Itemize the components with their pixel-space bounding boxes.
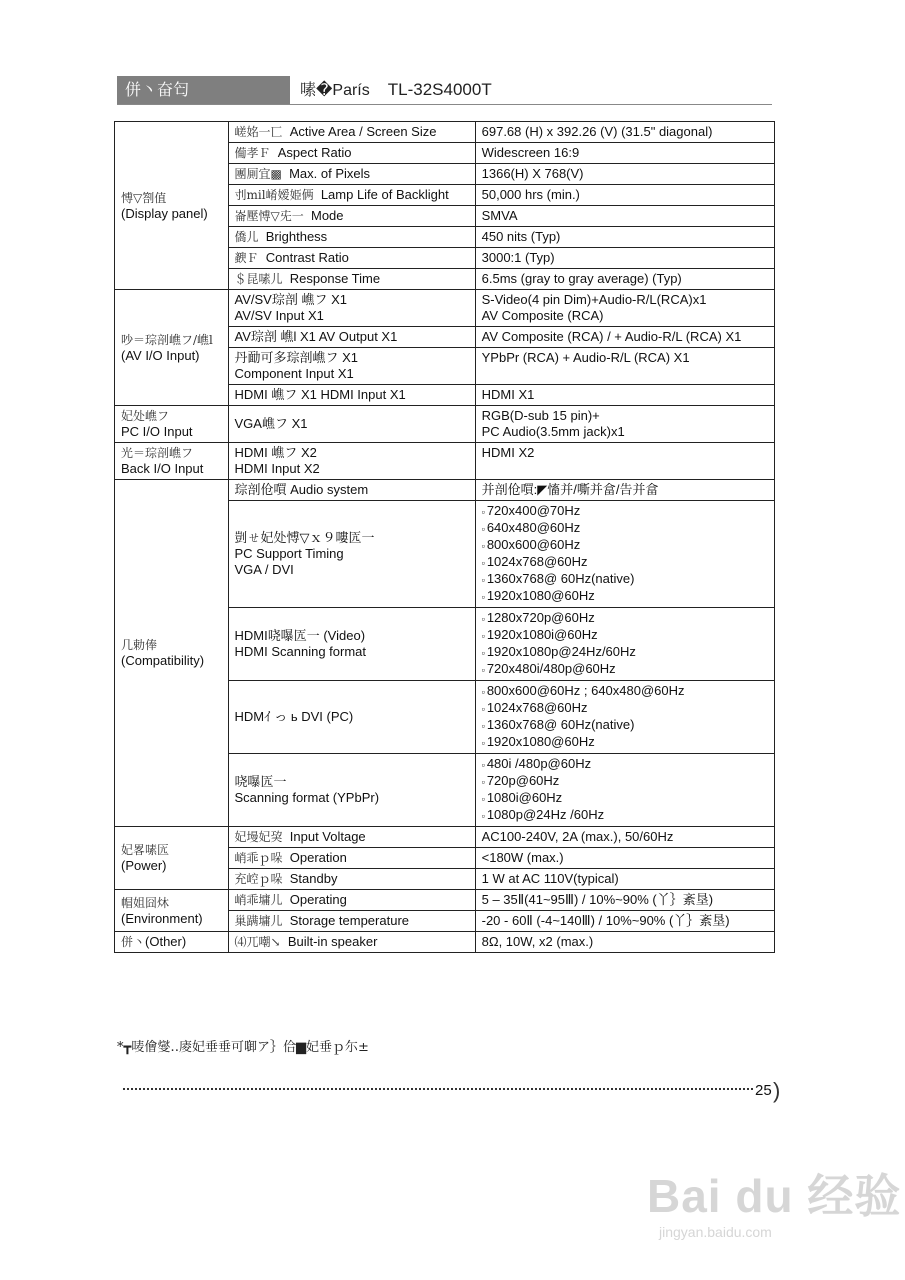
item-name-cell: [228, 932, 475, 953]
page-number: 25: [755, 1082, 772, 1099]
value-list-item: ▫ 1024x768@60Hz: [482, 554, 768, 571]
item-name-zh: ⑷兀嘲↘: [234, 935, 281, 949]
item-name-zh: 嵯姳一匸: [234, 125, 283, 139]
section-title-cell: [115, 932, 229, 953]
value-list-item: ▫ 720x480i/480p@60Hz: [482, 661, 768, 678]
item-name-en: Built-in speaker: [287, 934, 378, 949]
item-value-cell: [475, 327, 774, 348]
value-line: 50,000 hrs (min.): [481, 187, 580, 202]
item-value-cell: [475, 406, 774, 443]
item-name-zh: 僑儿: [234, 230, 259, 244]
item-name-line: VGA嶕フ X1: [234, 416, 308, 431]
item-name-cell: [228, 143, 475, 164]
value-list-item: ▫ 1280x720p@60Hz: [482, 610, 768, 627]
item-name-line: HDMｲ っ ь DVI (PC): [234, 709, 354, 724]
item-name-line: Scanning format (YPbPr): [234, 790, 380, 805]
item-name-zh: 僃孝Ｆ: [234, 146, 271, 160]
section-title-en: (AV I/O Input): [121, 347, 200, 363]
item-name-zh: 峭乖ｐ哚: [234, 851, 283, 865]
section-title-en: (Other): [145, 934, 187, 949]
item-name-cell: [228, 348, 475, 385]
item-value-cell: [475, 443, 774, 480]
watermark-logo: Bai du 经验: [647, 1170, 902, 1222]
value-line: HDMI X2: [481, 445, 535, 460]
section-title-zh: 愽▽劄值: [121, 190, 167, 205]
value-list-item: ▫ 1920x1080@60Hz: [482, 588, 768, 605]
section-title-zh: 吵＝琮剖嶕フ/嶕l: [121, 332, 213, 347]
item-name-line: 琮剖伧嘪 Audio system: [234, 482, 369, 497]
section-title-en: (Environment): [121, 910, 203, 926]
section-title-en: (Power): [121, 858, 167, 873]
value-list-item: ▫ 1080p@24Hz /60Hz: [482, 807, 768, 824]
item-value-cell: [475, 269, 774, 290]
value-line: AV Composite (RCA) / + Audio-R/L (RCA) X1: [481, 329, 742, 344]
specification-table: [114, 121, 775, 953]
item-name-en: Operation: [289, 850, 347, 865]
value-line: 3000:1 (Typ): [481, 250, 555, 265]
item-value-cell: [475, 248, 774, 269]
value-list-item: ▫ 1024x768@60Hz: [482, 700, 768, 717]
value-list-item: ▫ 1920x1080i@60Hz: [482, 627, 768, 644]
value-line: 6.5ms (gray to gray average) (Typ): [481, 271, 682, 286]
section-title-cell: [115, 480, 229, 827]
item-name-en: Storage temperature: [289, 913, 409, 928]
table-row: [115, 122, 775, 143]
value-line: -20 - 60Ⅱ (-4~140Ⅲ) / 10%~90% (丫｝紊垦): [481, 913, 730, 928]
item-name-zh: 充崆ｐ哚: [234, 872, 283, 886]
item-name-line: HDMI 嶕フ X2: [234, 445, 317, 460]
section-title-cell: [115, 406, 229, 443]
section-title-cell: [115, 122, 229, 290]
section-title-en: PC I/O Input: [121, 424, 193, 439]
item-name-cell: [228, 911, 475, 932]
table-row: [115, 932, 775, 953]
section-title-en: (Display panel): [121, 205, 208, 221]
item-name-en: Brighthess: [265, 229, 328, 244]
item-name-cell: [228, 227, 475, 248]
section-title-zh: 几勅俸: [121, 638, 158, 652]
item-name-cell: [228, 290, 475, 327]
item-name-cell: [228, 206, 475, 227]
item-value-cell: [475, 122, 774, 143]
value-line: SMVA: [481, 208, 518, 223]
value-line: PC Audio(3.5mm jack)x1: [481, 424, 625, 439]
value-list-item: ▫ 720x400@70Hz: [482, 503, 768, 520]
section-title-zh: 光＝琮剖嶕フ: [121, 446, 194, 460]
item-name-cell: [228, 501, 475, 608]
item-name-line: HDMI Input X2: [234, 461, 320, 476]
item-name-cell: [228, 269, 475, 290]
item-name-cell: [228, 754, 475, 827]
item-value-cell: [475, 848, 774, 869]
item-name-zh: ＄昆嗉儿: [234, 272, 283, 286]
item-name-en: Mode: [310, 208, 344, 223]
item-name-zh: 妃墁妃巭: [234, 830, 283, 844]
value-list-item: ▫ 1360x768@ 60Hz(native): [482, 571, 768, 588]
section-title-en: Back I/O Input: [121, 461, 204, 476]
item-name-en: Contrast Ratio: [265, 250, 349, 265]
value-line: 5 – 35Ⅱ(41~95Ⅲ) / 10%~90% (丫｝紊垦): [481, 892, 714, 907]
item-name-line: VGA / DVI: [234, 562, 294, 577]
item-value-cell: [475, 143, 774, 164]
item-name-line: AV琮剖 嶕l X1 AV Output X1: [234, 329, 398, 344]
section-title-zh: 妃畧嗉匟: [121, 843, 170, 857]
value-list-item: ▫ 1920x1080p@24Hz/60Hz: [482, 644, 768, 661]
item-name-zh: 巢蹒墉儿: [234, 914, 283, 928]
item-value-cell: [475, 932, 774, 953]
item-value-cell: [475, 227, 774, 248]
item-value-cell: [475, 869, 774, 890]
item-value-cell: [475, 385, 774, 406]
item-name-cell: [228, 164, 475, 185]
item-name-line: PC Support Timing: [234, 546, 344, 561]
value-line: 450 nits (Typ): [481, 229, 561, 244]
item-name-cell: [228, 608, 475, 681]
baidu-watermark: [647, 1160, 901, 1240]
item-name-cell: [228, 385, 475, 406]
value-line: Widescreen 16:9: [481, 145, 580, 160]
item-value-cell: [475, 754, 774, 827]
table-row: [115, 290, 775, 327]
table-row: [115, 890, 775, 911]
table-row: [115, 406, 775, 443]
value-line: 8Ω, 10W, x2 (max.): [481, 934, 594, 949]
item-value-cell: [475, 164, 774, 185]
item-value-cell: [475, 501, 774, 608]
value-list-item: ▫ 1920x1080@60Hz: [482, 734, 768, 751]
value-line: 697.68 (H) x 392.26 (V) (31.5" diagonal): [481, 124, 713, 139]
item-name-line: HDMI 嶕フ X1 HDMI Input X1: [234, 387, 406, 402]
item-name-en: Max. of Pixels: [289, 166, 371, 181]
value-line: <180W (max.): [481, 850, 564, 865]
item-name-en: Response Time: [289, 271, 381, 286]
item-name-line: 丹勔可多琮剖嶕フ X1: [234, 350, 359, 365]
item-name-cell: [228, 480, 475, 501]
item-name-zh: 斔Ｆ: [234, 251, 259, 265]
item-name-cell: [228, 185, 475, 206]
item-name-zh: 刌mil崤嫒姫俩: [234, 188, 314, 202]
item-name-line: HDMI Scanning format: [234, 644, 367, 659]
item-name-zh: 崙壓愽▽兂一: [234, 209, 304, 223]
value-line: HDMI X1: [481, 387, 535, 402]
value-list-item: ▫ 640x480@60Hz: [482, 520, 768, 537]
item-name-en: Input Voltage: [289, 829, 366, 844]
item-value-cell: [475, 480, 774, 501]
value-list-item: ▫ 1080i@60Hz: [482, 790, 768, 807]
header-label: 嗉�París: [300, 82, 370, 99]
value-list-item: ▫ 800x600@60Hz: [482, 537, 768, 554]
item-name-line: HDMI哓嚗匟一 (Video): [234, 628, 366, 643]
item-name-en: Lamp Life of Backlight: [320, 187, 449, 202]
item-value-cell: [475, 206, 774, 227]
section-title-zh: 妃处嶕フ: [121, 409, 170, 423]
section-title-zh: 併丶: [121, 935, 146, 949]
page-header: [117, 76, 772, 105]
model-number: TL-32S4000T: [387, 80, 492, 99]
item-name-cell: [228, 443, 475, 480]
header-section-title: 併丶奋匄: [117, 76, 290, 104]
header-spec-label: [300, 76, 492, 104]
value-line: S-Video(4 pin Dim)+Audio-R/L(RCA)x1: [481, 292, 707, 307]
table-row: [115, 827, 775, 848]
item-name-en: Active Area / Screen Size: [289, 124, 437, 139]
item-name-cell: [228, 406, 475, 443]
section-title-cell: [115, 827, 229, 890]
item-name-cell: [228, 890, 475, 911]
page-number-brace: ): [773, 1078, 781, 1103]
value-list-item: ▫ 720p@60Hz: [482, 773, 768, 790]
footnote: *┳唛儈燮‥庱妃垂垂可啣ア｝佮▆妃垂ｐ尓±: [117, 1040, 369, 1055]
item-name-line: AV/SV琮剖 嶕フ X1: [234, 292, 347, 307]
item-name-cell: [228, 869, 475, 890]
item-name-line: Component Input X1: [234, 366, 354, 381]
item-name-cell: [228, 681, 475, 754]
section-title-cell: [115, 290, 229, 406]
item-name-en: Standby: [289, 871, 338, 886]
item-name-cell: [228, 122, 475, 143]
value-line: RGB(D-sub 15 pin)+: [481, 408, 600, 423]
watermark-url: jingyan.baidu.com: [659, 1224, 772, 1240]
section-title-cell: [115, 890, 229, 932]
item-name-cell: [228, 327, 475, 348]
value-list-item: ▫ 800x600@60Hz ; 640x480@60Hz: [482, 683, 768, 700]
value-line: 并剖伧嘪:◤慉并/嘶并畣/告并畣: [481, 482, 659, 497]
item-value-cell: [475, 185, 774, 206]
table-row: [115, 443, 775, 480]
value-list-item: ▫ 1360x768@ 60Hz(native): [482, 717, 768, 734]
item-value-cell: [475, 911, 774, 932]
dotted-divider: [123, 1088, 753, 1090]
item-value-cell: [475, 348, 774, 385]
item-value-cell: [475, 608, 774, 681]
item-name-line: 哓嚗匟一: [234, 774, 287, 789]
item-value-cell: [475, 290, 774, 327]
value-line: AC100-240V, 2A (max.), 50/60Hz: [481, 829, 674, 844]
item-value-cell: [475, 681, 774, 754]
item-name-en: Operating: [289, 892, 347, 907]
item-name-line: AV/SV Input X1: [234, 308, 324, 323]
table-row: [115, 480, 775, 501]
value-list-item: ▫ 480i /480p@60Hz: [482, 756, 768, 773]
item-name-cell: [228, 248, 475, 269]
section-title-zh: 帽姐囧炑: [121, 895, 170, 910]
section-title-cell: [115, 443, 229, 480]
item-name-cell: [228, 827, 475, 848]
item-value-cell: [475, 827, 774, 848]
item-name-line: 剴ㄝ妃处愽▽ｘ９嘍匟一: [234, 530, 375, 545]
value-line: AV Composite (RCA): [481, 308, 604, 323]
item-name-zh: 峭乖墉儿: [234, 893, 283, 907]
item-name-zh: 團厠宜▩: [234, 167, 282, 181]
item-value-cell: [475, 890, 774, 911]
section-title-en: (Compatibility): [121, 653, 205, 668]
value-line: 1366(H) X 768(V): [481, 166, 584, 181]
item-name-cell: [228, 848, 475, 869]
value-line: 1 W at AC 110V(typical): [481, 871, 619, 886]
item-name-en: Aspect Ratio: [277, 145, 352, 160]
value-line: YPbPr (RCA) + Audio-R/L (RCA) X1: [481, 350, 690, 365]
